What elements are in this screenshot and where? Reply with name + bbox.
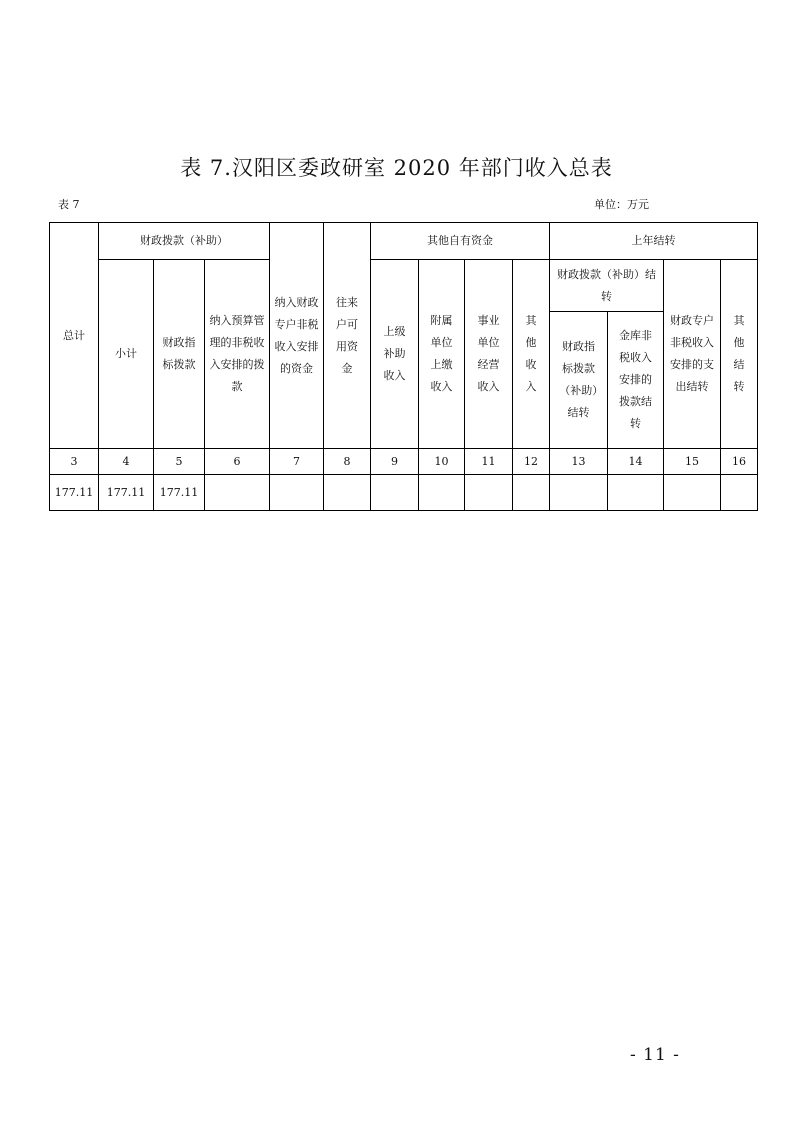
value-cell	[324, 475, 371, 511]
value-cell: 177.11	[154, 475, 205, 511]
value-cell	[608, 475, 664, 511]
header-fiscal-special-nontax: 纳入财政专户非税收入安排的资金	[270, 223, 324, 449]
column-number: 10	[419, 449, 465, 475]
header-treasury-nontax: 金库非税收入安排的拨款结转	[608, 312, 664, 449]
page-title: 表 7.汉阳区委政研室 2020 年部门收入总表	[180, 156, 613, 180]
value-cell	[513, 475, 550, 511]
column-number: 12	[513, 449, 550, 475]
header-prior-fiscal-group: 财政拨款（补助）结转	[550, 260, 664, 312]
value-cell	[664, 475, 721, 511]
column-number: 13	[550, 449, 608, 475]
column-number: 5	[154, 449, 205, 475]
column-number: 16	[721, 449, 758, 475]
value-cell	[721, 475, 758, 511]
header-other-income: 其他收入	[513, 260, 550, 449]
header-budget-nontax: 纳入预算管理的非税收入安排的拨款	[205, 260, 270, 449]
table-row	[50, 475, 758, 511]
column-number: 3	[50, 449, 99, 475]
unit-label: 单位：万元	[594, 198, 649, 211]
header-other-carry: 其他结转	[721, 260, 758, 449]
column-number: 7	[270, 449, 324, 475]
income-summary-table	[49, 222, 758, 511]
header-business-operation: 事业单位经营收入	[465, 260, 513, 449]
column-number-row	[50, 449, 758, 475]
page-number: - 11 -	[630, 1045, 680, 1065]
column-number: 11	[465, 449, 513, 475]
column-number: 9	[371, 449, 419, 475]
header-current-account: 往来户可用资金	[324, 223, 371, 449]
value-cell	[550, 475, 608, 511]
header-affiliated-unit: 附属单位上缴收入	[419, 260, 465, 449]
header-special-nontax-carry: 财政专户非税收入安排的支出结转	[664, 260, 721, 449]
column-number: 15	[664, 449, 721, 475]
header-other-own-group: 其他自有资金	[371, 223, 550, 260]
header-superior-subsidy: 上级补助收入	[371, 260, 419, 449]
value-cell	[270, 475, 324, 511]
column-number: 14	[608, 449, 664, 475]
header-fiscal-index: 财政指标拨款	[154, 260, 205, 449]
value-cell: 177.11	[50, 475, 99, 511]
value-cell	[205, 475, 270, 511]
header-subtotal: 小计	[99, 260, 154, 449]
header-prior-year-group: 上年结转	[550, 223, 758, 260]
column-number: 6	[205, 449, 270, 475]
value-cell	[419, 475, 465, 511]
value-cell	[371, 475, 419, 511]
table-number: 表 7	[58, 198, 80, 211]
header-total: 总计	[50, 223, 99, 449]
header-fiscal-group: 财政拨款（补助）	[99, 223, 270, 260]
value-cell	[465, 475, 513, 511]
header-prior-fiscal-index: 财政指标拨款（补助）结转	[550, 312, 608, 449]
column-number: 4	[99, 449, 154, 475]
column-number: 8	[324, 449, 371, 475]
value-cell: 177.11	[99, 475, 154, 511]
